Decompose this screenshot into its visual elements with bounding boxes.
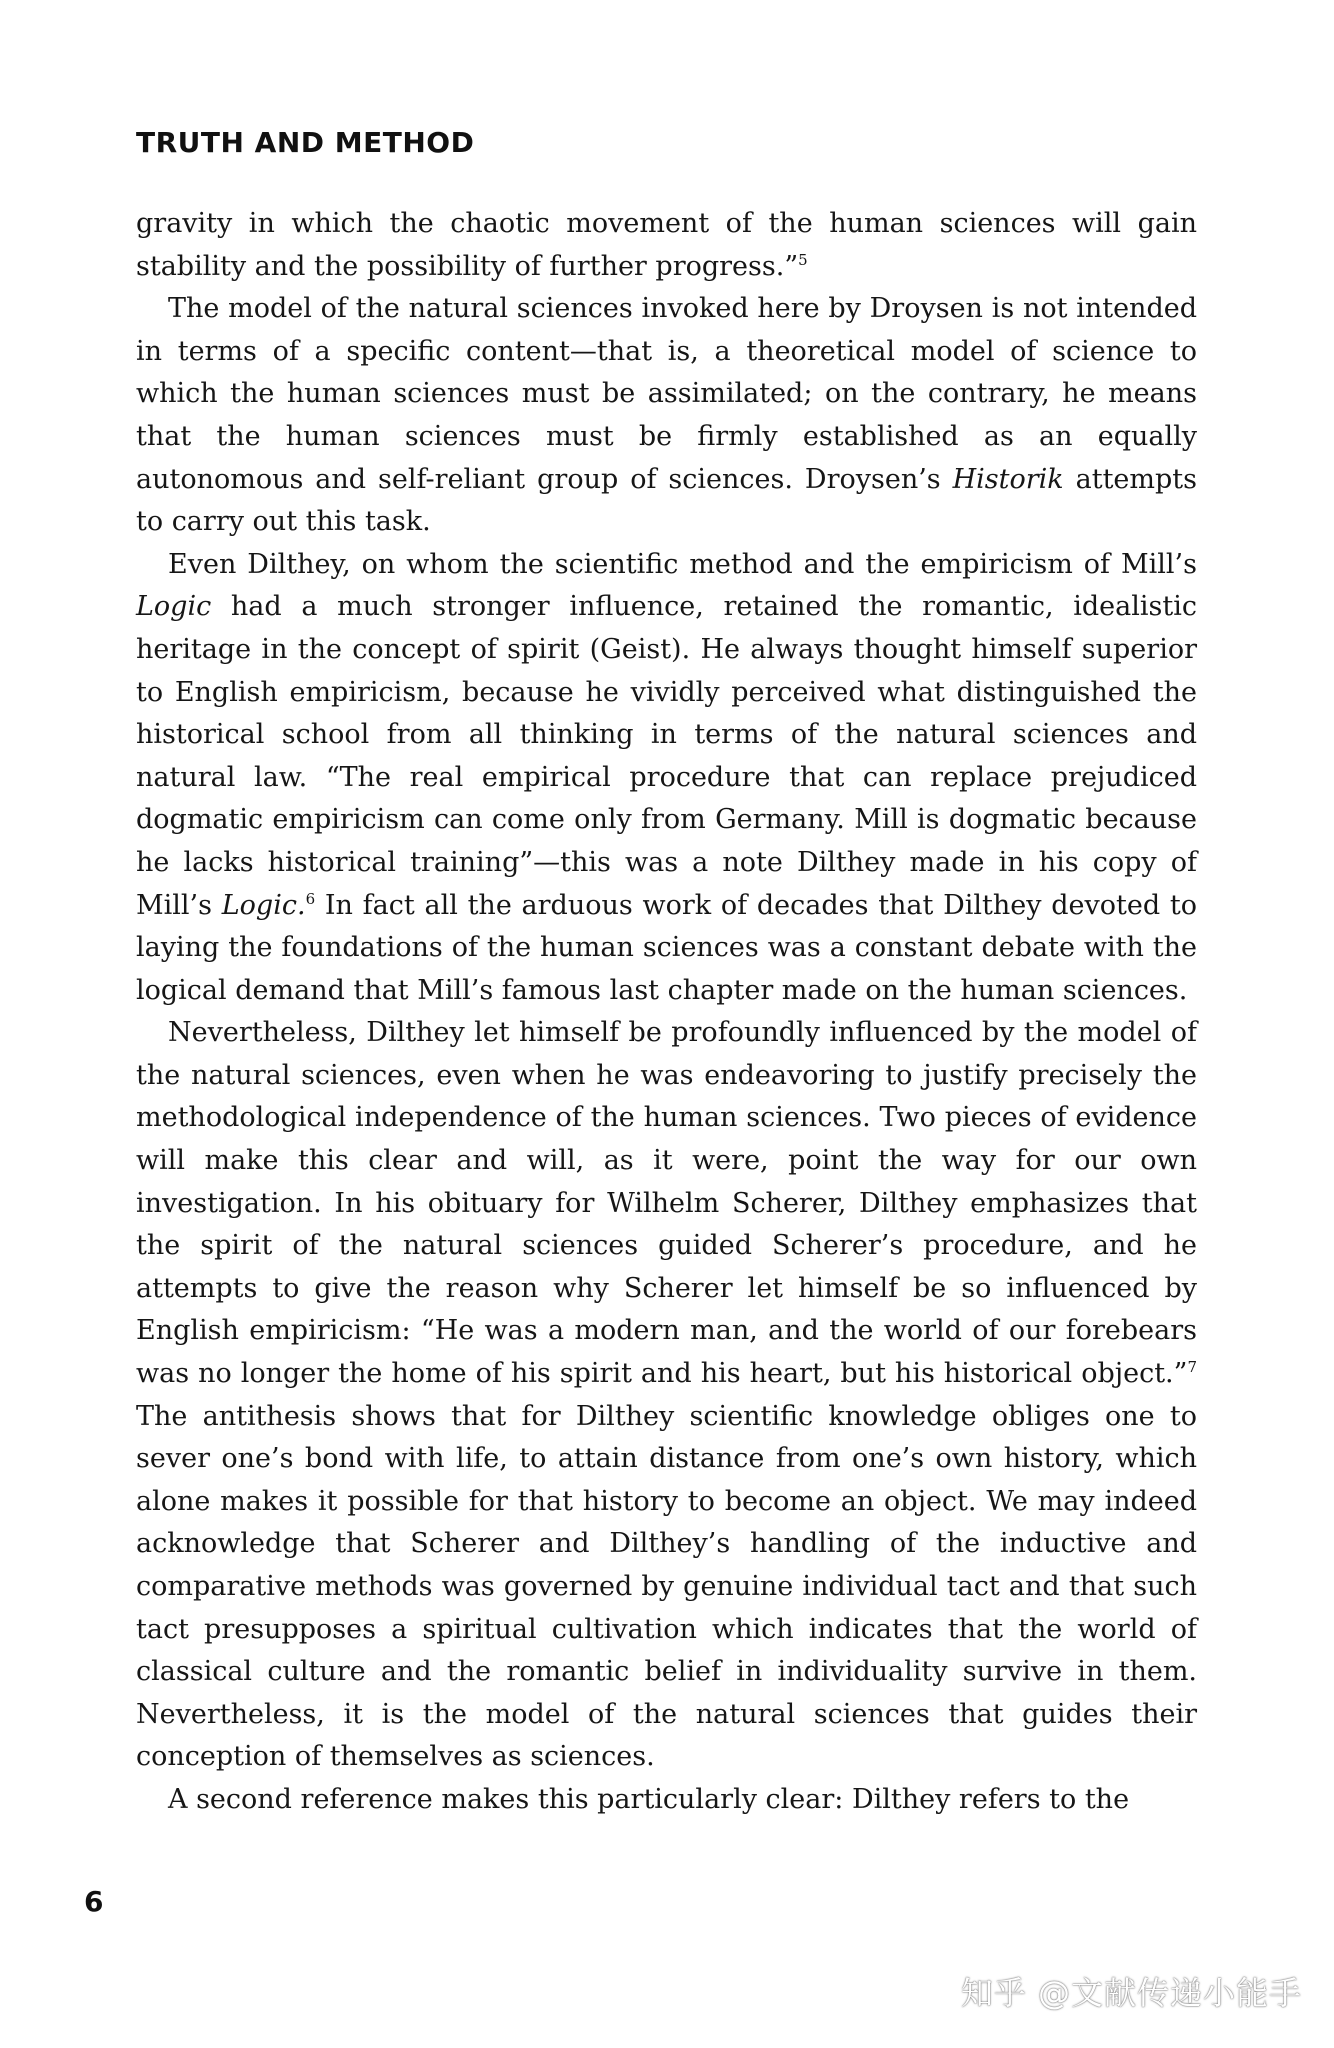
text-run: Even Dilthey, on whom the scientific method and the empiricism of Mill’s xyxy=(168,548,1197,580)
text-run: attempts to carry out this task. xyxy=(136,463,1197,538)
paragraph xyxy=(136,1012,1197,1779)
text-run: In fact all the arduous work of decades that Dilthey devoted to laying the foundations of the human sciences was a constant debate with the logical demand that Mill’s famous last chapter made on the human sciences. xyxy=(136,889,1198,1006)
page-number: 6 xyxy=(84,1885,104,1918)
text-run: had a much stronger influence, retained the romantic, idealistic heritage in the concept of spirit (Geist). He always thought himself superior to English empiricism, because he vividly perceived what distinguished the historical school from all thinking in terms of the natural sciences and natural law. “The real empirical procedure that can replace prejudiced dogmatic empiricism can come only from Germany. Mill is dogmatic because he lacks historical training”—this was a note Dilthey made in his copy of Mill’s xyxy=(136,591,1197,921)
paragraph xyxy=(136,203,1197,288)
paragraph xyxy=(136,288,1197,544)
paragraph xyxy=(136,1779,1197,1822)
text-run: The antithesis shows that for Dilthey scientific knowledge obliges one to sever one’s bond with life, to attain distance from one’s own history, which alone makes it possible for that history to become an object. We may indeed acknowledge that Scherer and Dilthey’s handling of the inductive and comparative methods was governed by genuine individual tact and that such tact presupposes a spiritual cultivation which indicates that the world of classical culture and the romantic belief in individuality survive in them. Nevertheless, it is the model of the natural sciences that guides their conception of themselves as sciences. xyxy=(136,1400,1197,1773)
footnote-ref: 6 xyxy=(305,889,316,908)
text-run: The model of the natural sciences invoked here by Droysen is not intended in terms of a specific content—that is, a theoretical model of science to which the human sciences must be assimilated; on the contrary, he means that the human sciences must be firmly established as an equally autonomous and self-reliant group of sciences. Droysen’s xyxy=(136,293,1197,495)
italic-title: Logic. xyxy=(221,889,306,921)
watermark: 知乎 @文献传递小能手 xyxy=(960,1974,1302,2012)
text-run: Nevertheless, Dilthey let himself be profoundly influenced by the model of the natural sciences, even when he was endeavoring to justify precisely the methodological independence of the human sciences. Two pieces of evidence will make this clear and will, as it were, point the way for our own investigation. In his obituary for Wilhelm Scherer, Dilthey emphasizes that the spirit of the natural sciences guided Scherer’s procedure, and he attempts to give the reason why Scherer let himself be so influenced by English empiricism: “He was a modern man, and the world of our forebears was no longer the home of his spirit and his heart, but his historical object.” xyxy=(136,1017,1197,1390)
italic-title: Historik xyxy=(952,463,1064,495)
text-run: gravity in which the chaotic movement of the human sciences will gain stability and the possibility of further progress.” xyxy=(136,208,1197,282)
text-run: A second reference makes this particularly clear: Dilthey refers to the xyxy=(168,1783,1130,1815)
footnote-ref: 5 xyxy=(798,250,808,269)
italic-title: Logic xyxy=(136,591,212,623)
body-text xyxy=(136,203,1197,1822)
running-head: TRUTH AND METHOD xyxy=(136,126,475,159)
footnote-ref: 7 xyxy=(1187,1358,1197,1377)
paragraph xyxy=(136,544,1197,1013)
